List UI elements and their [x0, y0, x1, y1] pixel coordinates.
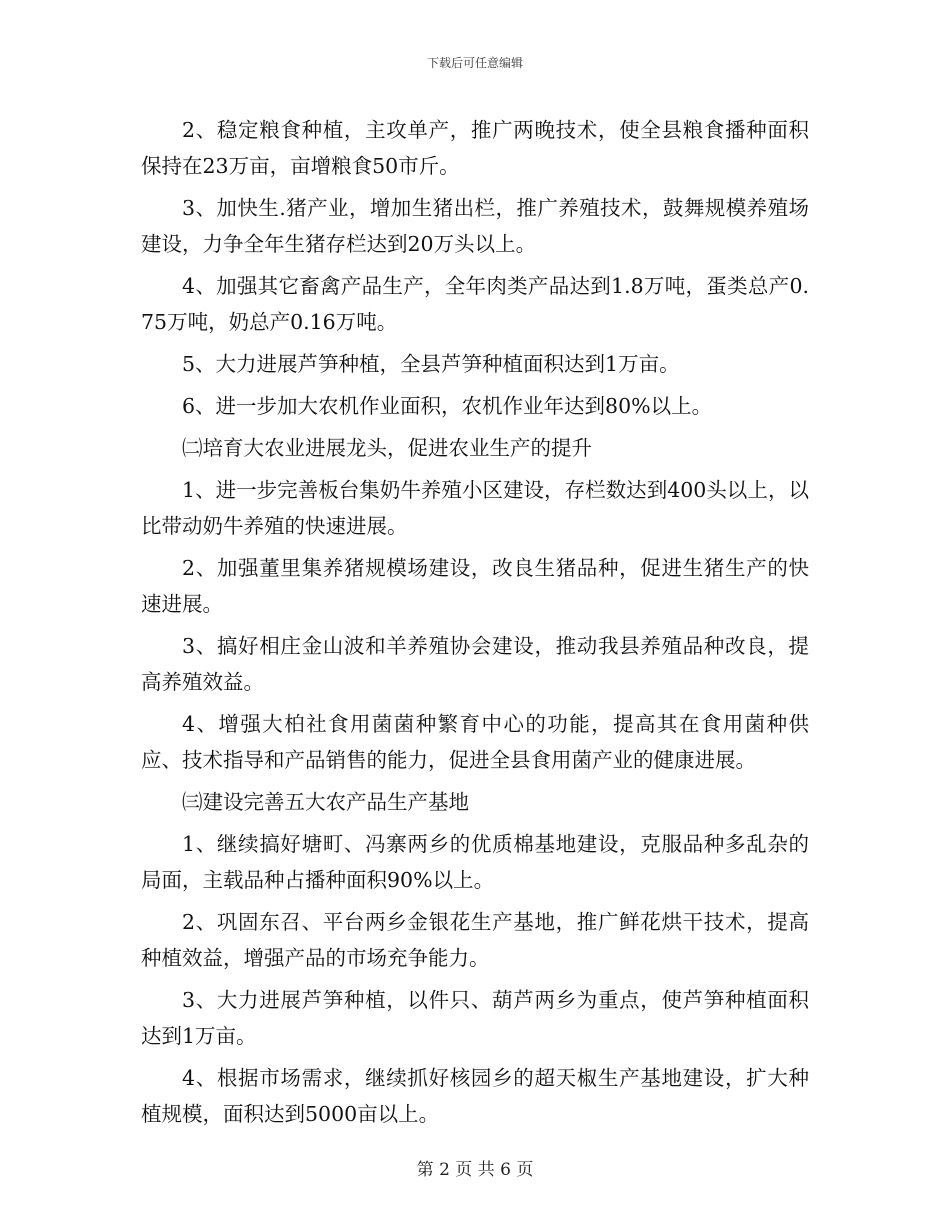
document-body	[141, 112, 809, 1138]
page-footer: 第 2 页 共 6 页	[416, 1160, 534, 1180]
paragraph: 3、加快生.猪产业，增加生猪出栏，推广养殖技术，鼓舞规模养殖场建设，力争全年生猪存栏达到20万头以上。	[141, 196, 809, 256]
paragraph: 4、根据市场需求，继续抓好核园乡的超天椒生产基地建设，扩大种植规模，面积达到5000亩以上。	[141, 1066, 809, 1126]
paragraph: 3、搞好相庄金山波和羊养殖协会建设，推动我县养殖品种改良，提高养殖效益。	[141, 634, 809, 694]
section-heading: ㈢建设完善五大农产品生产基地	[182, 790, 469, 814]
header-note: 下载后可任意编辑	[426, 56, 523, 70]
paragraph: 2、巩固东召、平台两乡金银花生产基地，推广鲜花烘干技术，提高种植效益，增强产品的市场充争能力。	[141, 910, 809, 970]
paragraph: 1、进一步完善板台集奶牛养殖小区建设，存栏数达到400头以上，以比带动奶牛养殖的快速进展。	[141, 478, 809, 538]
paragraph: 2、稳定粮食种植，主攻单产，推广两晚技术，使全县粮食播种面积保持在23万亩，亩增粮食50市斤。	[141, 118, 809, 178]
section-heading: ㈡培育大农业进展龙头，促进农业生产的提升	[182, 436, 592, 460]
paragraph: 4、加强其它畜禽产品生产，全年肉类产品达到1.8万吨，蛋类总产0.75万吨，奶总产0.16万吨。	[141, 274, 809, 334]
paragraph: 3、大力进展芦笋种植，以件只、葫芦两乡为重点，使芦笋种植面积达到1万亩。	[141, 988, 809, 1048]
paragraph: 1、继续搞好塘町、冯寨两乡的优质棉基地建设，克服品种多乱杂的局面，主载品种占播种面积90%以上。	[141, 832, 809, 892]
paragraph: 4、增强大柏社食用菌菌种繁育中心的功能，提高其在食用菌种供应、技术指导和产品销售的能力，促进全县食用菌产业的健康进展。	[141, 712, 809, 772]
paragraph: 6、进一步加大农机作业面积，农机作业年达到80%以上。	[182, 394, 713, 418]
paragraph: 2、加强董里集养猪规模场建设，改良生猪品种，促进生猪生产的快速进展。	[141, 556, 809, 616]
paragraph: 5、大力进展芦笋种植，全县芦笋种植面积达到1万亩。	[182, 352, 680, 376]
